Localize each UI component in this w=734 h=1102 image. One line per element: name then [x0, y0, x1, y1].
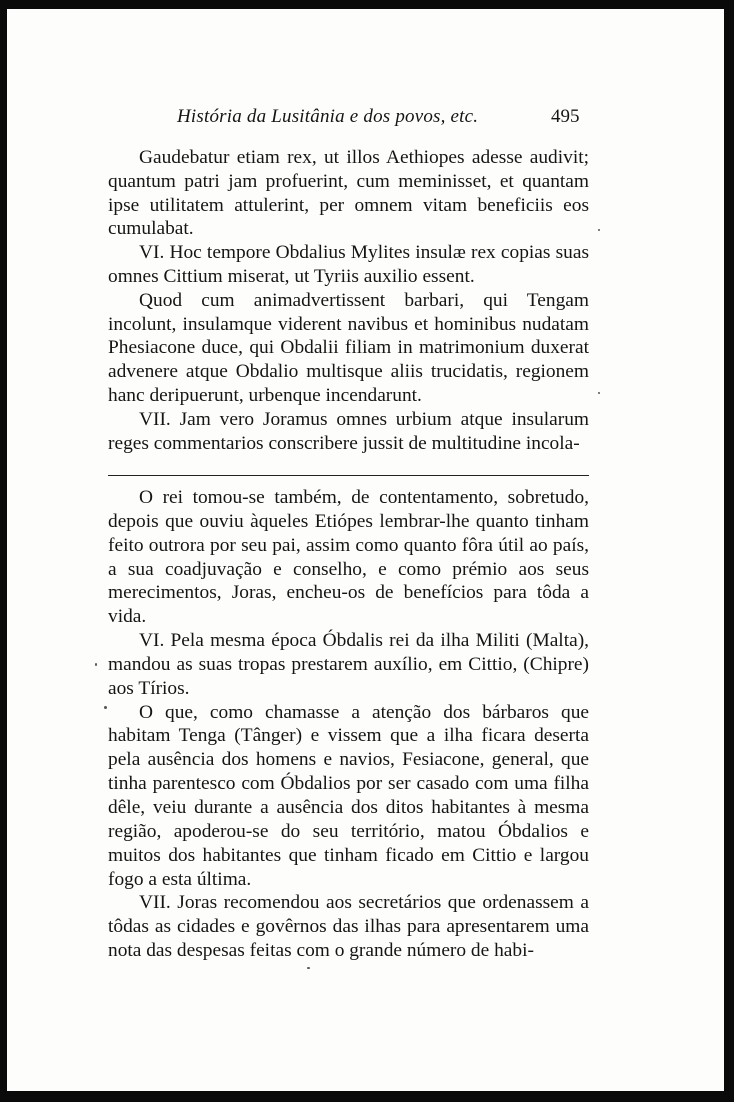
- scan-speck: [598, 392, 600, 394]
- latin-paragraph: VI. Hoc tempore Obdalius Mylites insulæ rex copias suas omnes Cittium miserat, ut Tyriis auxilio essent.: [108, 242, 589, 287]
- running-head: [7, 106, 724, 134]
- scan-speck: [307, 967, 310, 969]
- portuguese-paragraph: O que, como chamasse a atenção dos bárbaros que habitam Tenga (Tânger) e vissem que a ilha ficara deserta pela ausência dos homens e navios, Fesiacone, general, que tinha parentesco com Óbdalios por ser casado com uma filha dêle, veiu durante a ausência dos ditos habitantes à mesma região, apoderou-se do seu território, matou Óbdalios e muitos dos habitantes que tinham ficado em Cittio e largou fogo a esta última.: [108, 701, 589, 890]
- portuguese-paragraph: VII. Joras recomendou aos secretários que ordenassem a tôdas as cidades e govêrnos das ilhas para apresentarem uma nota das despesas feitas com o grande número de habi-: [108, 892, 589, 962]
- separator-rule: [108, 475, 589, 476]
- scan-speck: [598, 229, 600, 231]
- latin-paragraph: Quod cum animadvertissent barbari, qui Tengam incolunt, insulamque viderent navibus et hominibus nudatam Phesiacone duce, qui Obdalii filiam in matrimonium duxerat advenere atque Obdalio multisque aliis trucidatis, regionem hanc deripuerunt, urbenque incendarunt.: [108, 289, 589, 406]
- running-title: História da Lusitânia e dos povos, etc.: [177, 106, 479, 127]
- latin-text-block: [108, 146, 589, 455]
- portuguese-paragraph: VI. Pela mesma época Óbdalis rei da ilha Militi (Malta), mandou as suas tropas prestarem auxílio, em Cittio, (Chipre) aos Tírios.: [108, 630, 589, 699]
- scan-speck: [104, 706, 107, 709]
- latin-paragraph: VII. Jam vero Joramus omnes urbium atque insularum reges commentarios conscribere jussit de multitudine incola-: [108, 408, 589, 454]
- latin-paragraph: Gaudebatur etiam rex, ut illos Aethiopes adesse audivit; quantum patri jam profuerint, cum meminisset, et quantam ipse utilitatem attulerint, per omnem vitam beneficiis eos cumulabat.: [108, 147, 589, 240]
- portuguese-translation-block: [108, 486, 589, 963]
- portuguese-paragraph: O rei tomou-se também, de contentamento, sobretudo, depois que ouviu àqueles Etiópes lembrar-lhe quanto tinham feito outrora por seu pai, assim como quanto fôra útil ao país, a sua coadjuvação e conselho, e como prémio aos seus merecimentos, Joras, encheu-os de benefícios para tôda a vida.: [108, 487, 589, 628]
- page-number: 495: [551, 106, 580, 127]
- book-page: [7, 9, 724, 1091]
- scan-speck: [95, 663, 97, 666]
